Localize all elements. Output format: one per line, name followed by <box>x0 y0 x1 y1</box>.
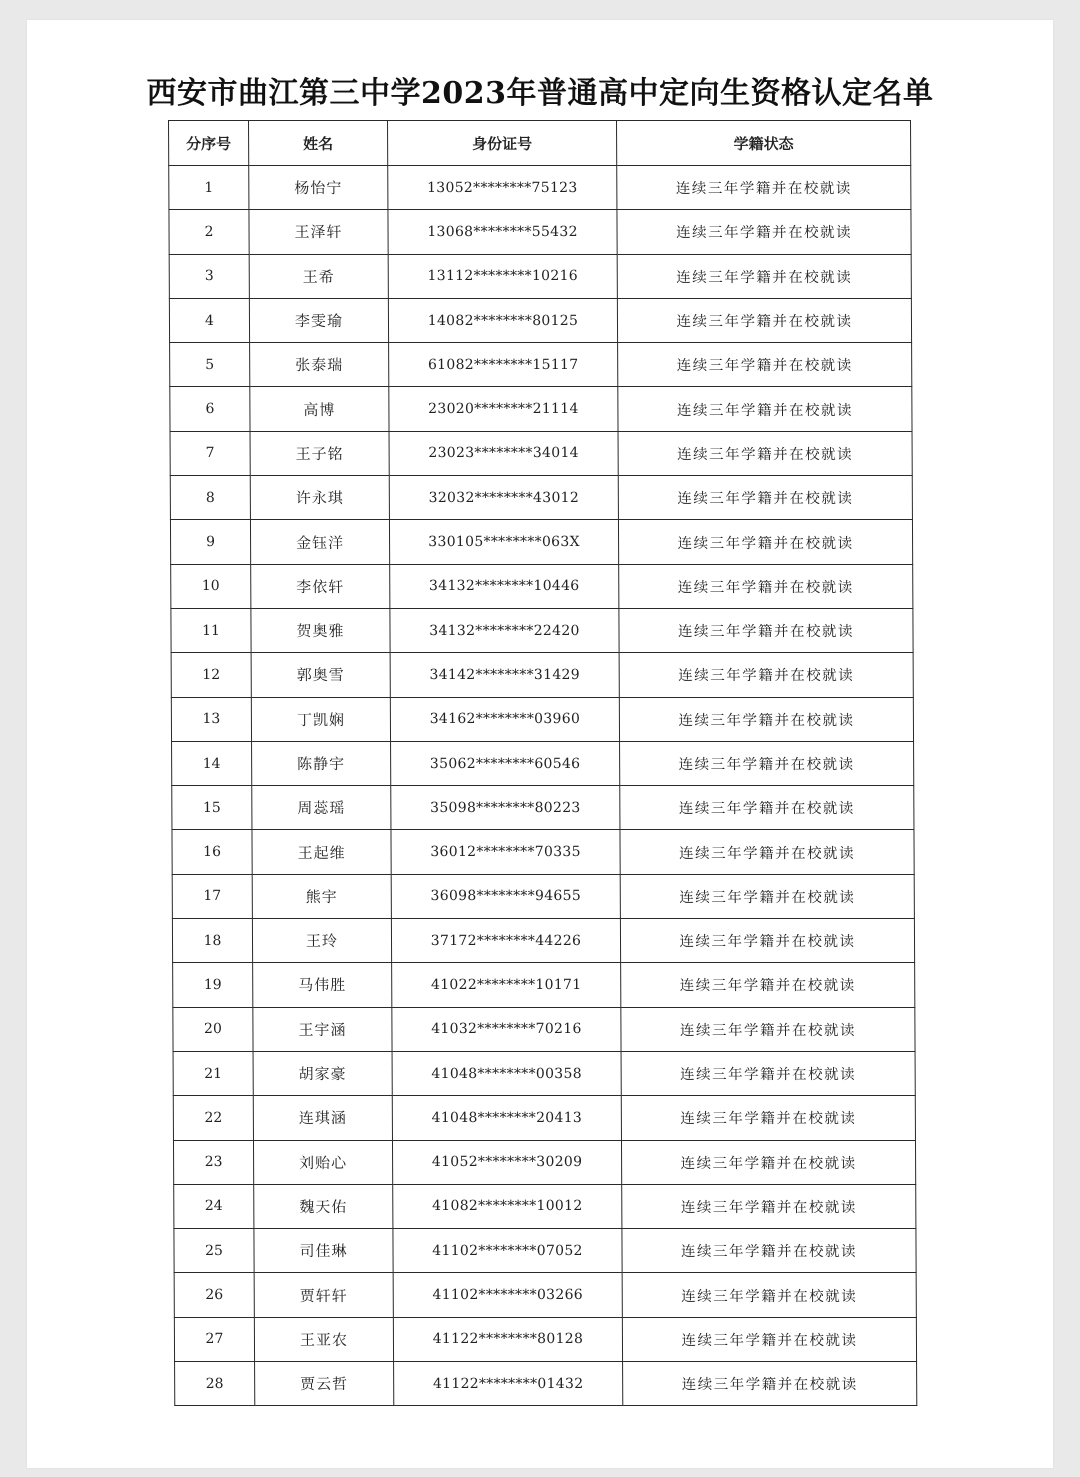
id-number-cell: 34132********10446 <box>390 564 619 608</box>
seq-cell: 26 <box>174 1273 254 1317</box>
seq-cell: 2 <box>169 210 249 254</box>
status-cell: 连续三年学籍并在校就读 <box>619 608 913 652</box>
status-cell: 连续三年学籍并在校就读 <box>620 919 914 963</box>
seq-cell: 3 <box>169 254 249 298</box>
name-cell: 贾云哲 <box>255 1362 394 1406</box>
table-row <box>173 1096 915 1140</box>
table-row <box>172 830 914 874</box>
status-cell: 连续三年学籍并在校就读 <box>617 210 911 254</box>
status-cell: 连续三年学籍并在校就读 <box>621 1096 915 1140</box>
status-cell: 连续三年学籍并在校就读 <box>621 1051 915 1095</box>
id-number-cell: 41032********70216 <box>392 1007 621 1051</box>
status-cell: 连续三年学籍并在校就读 <box>617 254 911 298</box>
status-cell: 连续三年学籍并在校就读 <box>621 1007 915 1051</box>
id-number-cell: 37172********44226 <box>391 919 620 963</box>
name-cell: 郭奥雪 <box>251 653 390 697</box>
seq-cell: 23 <box>173 1140 253 1184</box>
name-cell: 熊宇 <box>252 874 391 918</box>
name-cell: 马伟胜 <box>253 963 392 1007</box>
status-cell: 连续三年学籍并在校就读 <box>617 298 911 342</box>
id-number-cell: 34142********31429 <box>390 653 619 697</box>
name-cell: 许永琪 <box>250 476 389 520</box>
table-row <box>174 1184 916 1228</box>
name-cell: 王起维 <box>252 830 391 874</box>
id-number-cell: 13052********75123 <box>388 166 617 210</box>
table-row <box>172 741 914 785</box>
name-cell: 贺奥雅 <box>251 608 390 652</box>
name-cell: 刘贻心 <box>253 1140 392 1184</box>
seq-cell: 27 <box>174 1317 254 1361</box>
id-number-cell: 23020********21114 <box>389 387 618 431</box>
id-number-cell: 13068********55432 <box>388 210 617 254</box>
id-number-cell: 41122********01432 <box>394 1362 623 1406</box>
id-number-cell: 13112********10216 <box>388 254 617 298</box>
status-cell: 连续三年学籍并在校就读 <box>623 1362 917 1406</box>
id-number-cell: 41048********00358 <box>392 1051 621 1095</box>
id-number-cell: 34132********22420 <box>390 608 619 652</box>
table-row <box>172 874 914 918</box>
id-number-cell: 41082********10012 <box>393 1184 622 1228</box>
name-cell: 司佳琳 <box>254 1229 393 1273</box>
table-row <box>170 431 912 475</box>
id-number-cell: 41122********80128 <box>393 1317 622 1361</box>
name-cell: 陈静宇 <box>252 741 391 785</box>
status-cell: 连续三年学籍并在校就读 <box>618 476 912 520</box>
table-row <box>171 564 913 608</box>
status-cell: 连续三年学籍并在校就读 <box>622 1229 916 1273</box>
id-number-cell: 34162********03960 <box>390 697 619 741</box>
table-row <box>173 1140 915 1184</box>
table-row <box>169 298 911 342</box>
seq-cell: 4 <box>169 298 249 342</box>
seq-cell: 12 <box>171 653 251 697</box>
header-seq: 分序号 <box>169 121 249 166</box>
id-number-cell: 36098********94655 <box>391 874 620 918</box>
seq-cell: 21 <box>173 1051 253 1095</box>
name-cell: 连琪涵 <box>253 1096 392 1140</box>
seq-cell: 19 <box>173 963 253 1007</box>
name-cell: 王希 <box>249 254 388 298</box>
name-cell: 王泽轩 <box>249 210 388 254</box>
header-id-number: 身份证号 <box>388 121 617 166</box>
seq-cell: 28 <box>175 1362 255 1406</box>
table-row <box>169 210 911 254</box>
status-cell: 连续三年学籍并在校就读 <box>620 741 914 785</box>
status-cell: 连续三年学籍并在校就读 <box>621 963 915 1007</box>
id-number-cell: 41052********30209 <box>392 1140 621 1184</box>
status-cell: 连续三年学籍并在校就读 <box>619 564 913 608</box>
id-number-cell: 36012********70335 <box>391 830 620 874</box>
seq-cell: 8 <box>170 476 250 520</box>
document-title: 西安市曲江第三中学2023年普通高中定向生资格认定名单 <box>146 76 934 111</box>
name-cell: 胡家豪 <box>253 1051 392 1095</box>
seq-cell: 10 <box>171 564 251 608</box>
seq-cell: 1 <box>169 166 249 210</box>
status-cell: 连续三年学籍并在校就读 <box>617 166 911 210</box>
table-header-row <box>169 121 911 166</box>
seq-cell: 7 <box>170 431 250 475</box>
name-cell: 贾轩轩 <box>254 1273 393 1317</box>
table-row <box>174 1273 916 1317</box>
id-number-cell: 14082********80125 <box>388 298 617 342</box>
table-row <box>170 520 912 564</box>
status-cell: 连续三年学籍并在校就读 <box>620 830 914 874</box>
status-cell: 连续三年学籍并在校就读 <box>622 1273 916 1317</box>
header-name: 姓名 <box>249 121 388 166</box>
id-number-cell: 41022********10171 <box>392 963 621 1007</box>
seq-cell: 13 <box>171 697 251 741</box>
table-row <box>173 1051 915 1095</box>
header-enrollment-status: 学籍状态 <box>617 121 911 166</box>
seq-cell: 22 <box>173 1096 253 1140</box>
seq-cell: 6 <box>170 387 250 431</box>
name-cell: 周蕊瑶 <box>252 786 391 830</box>
table-row <box>173 963 915 1007</box>
table-row <box>170 387 912 431</box>
name-cell: 魏天佑 <box>254 1184 393 1228</box>
name-cell: 丁凯娴 <box>251 697 390 741</box>
table-row <box>175 1362 917 1406</box>
seq-cell: 16 <box>172 830 252 874</box>
seq-cell: 14 <box>172 741 252 785</box>
seq-cell: 11 <box>171 608 251 652</box>
id-number-cell: 61082********15117 <box>389 343 618 387</box>
status-cell: 连续三年学籍并在校就读 <box>621 1140 915 1184</box>
name-cell: 杨怡宁 <box>249 166 388 210</box>
table-row <box>171 608 913 652</box>
table-row <box>172 786 914 830</box>
table-row <box>171 697 913 741</box>
status-cell: 连续三年学籍并在校就读 <box>619 653 913 697</box>
id-number-cell: 35062********60546 <box>391 741 620 785</box>
table-row <box>173 1007 915 1051</box>
table-body <box>169 166 917 1406</box>
name-cell: 张泰瑞 <box>250 343 389 387</box>
table-row <box>170 476 912 520</box>
table-row <box>172 919 914 963</box>
status-cell: 连续三年学籍并在校就读 <box>618 520 912 564</box>
status-cell: 连续三年学籍并在校就读 <box>620 786 914 830</box>
id-number-cell: 41102********07052 <box>393 1229 622 1273</box>
seq-cell: 18 <box>172 919 252 963</box>
id-number-cell: 23023********34014 <box>389 431 618 475</box>
table-row <box>169 166 911 210</box>
status-cell: 连续三年学籍并在校就读 <box>618 431 912 475</box>
name-cell: 王亚农 <box>254 1317 393 1361</box>
seq-cell: 25 <box>174 1229 254 1273</box>
table-row <box>169 254 911 298</box>
name-cell: 李雯瑜 <box>249 298 388 342</box>
status-cell: 连续三年学籍并在校就读 <box>622 1317 916 1361</box>
seq-cell: 24 <box>174 1184 254 1228</box>
status-cell: 连续三年学籍并在校就读 <box>618 387 912 431</box>
id-number-cell: 330105********063X <box>389 520 618 564</box>
status-cell: 连续三年学籍并在校就读 <box>619 697 913 741</box>
name-cell: 高博 <box>250 387 389 431</box>
table-row <box>170 343 912 387</box>
name-cell: 王宇涵 <box>253 1007 392 1051</box>
table-row <box>174 1229 916 1273</box>
status-cell: 连续三年学籍并在校就读 <box>622 1184 916 1228</box>
id-number-cell: 32032********43012 <box>389 476 618 520</box>
seq-cell: 17 <box>172 874 252 918</box>
qualification-list-table <box>168 120 917 1406</box>
name-cell: 王玲 <box>252 919 391 963</box>
status-cell: 连续三年学籍并在校就读 <box>620 874 914 918</box>
id-number-cell: 41102********03266 <box>393 1273 622 1317</box>
seq-cell: 5 <box>170 343 250 387</box>
id-number-cell: 41048********20413 <box>392 1096 621 1140</box>
table-row <box>174 1317 916 1361</box>
name-cell: 李依轩 <box>251 564 390 608</box>
id-number-cell: 35098********80223 <box>391 786 620 830</box>
name-cell: 王子铭 <box>250 431 389 475</box>
table-row <box>171 653 913 697</box>
seq-cell: 20 <box>173 1007 253 1051</box>
seq-cell: 15 <box>172 786 252 830</box>
name-cell: 金钰洋 <box>250 520 389 564</box>
seq-cell: 9 <box>170 520 250 564</box>
status-cell: 连续三年学籍并在校就读 <box>618 343 912 387</box>
